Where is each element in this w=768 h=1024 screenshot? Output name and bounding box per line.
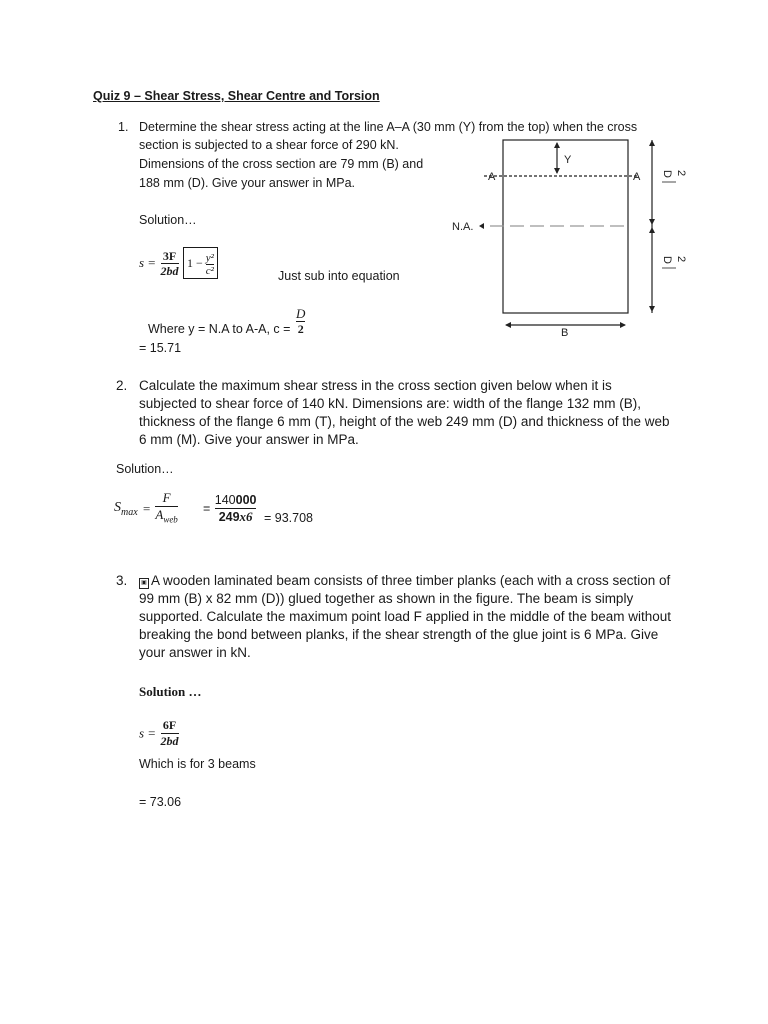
q3-formula-num: 6F (162, 718, 177, 732)
q3-text (139, 572, 673, 662)
q1-text-line-3: Dimensions of the cross section are 79 mm (B) and (139, 157, 424, 171)
q1-formula-one-minus: 1 − (187, 256, 203, 270)
arrow-b-right (620, 322, 626, 328)
q3-number: 3. (116, 573, 128, 588)
q1-where-num: D (296, 306, 306, 321)
label-b: B (561, 327, 569, 339)
q1-formula-bracket (183, 247, 218, 279)
label-na: N.A. (452, 221, 474, 233)
label-a-right: A (633, 171, 641, 183)
q2-den-val-b: x6 (239, 509, 253, 524)
q3-note: Which is for 3 beams (139, 757, 256, 771)
q2-symbolic-fraction (155, 490, 177, 528)
label-2-upper: 2 (675, 170, 687, 177)
q2-den-val (215, 508, 257, 525)
q2-num-f: F (162, 490, 171, 505)
q1-text-line-4: 188 mm (D). Give your answer in MPa. (139, 176, 356, 190)
q2-num-val-a: 140 (214, 493, 236, 507)
arrow-d2-bottom (649, 306, 655, 312)
q2-solution-label: Solution… (116, 462, 174, 476)
q1-where-fraction (296, 306, 305, 337)
q2-lhs-s: S (114, 499, 121, 515)
q1-formula (139, 247, 218, 279)
q2-den-a-letter: A (155, 507, 164, 522)
label-d-lower: D (661, 256, 673, 264)
q2-formula (114, 490, 178, 528)
q1-formula-y2: y² (205, 251, 214, 264)
q2-eq2: = (203, 501, 211, 516)
q3-answer: = 73.06 (139, 795, 182, 809)
arrow-d1-bottom (649, 219, 655, 225)
q1-text-line-2: section is subjected to a shear force of 290 kN. (139, 138, 399, 152)
cross-section-diagram (440, 130, 700, 340)
page-title: Quiz 9 – Shear Stress, Shear Centre and Torsion (93, 89, 380, 103)
q1-answer: = 15.71 (139, 341, 182, 355)
arrow-d2-top (649, 227, 655, 233)
q3-formula (139, 718, 179, 749)
label-2-lower: 2 (675, 256, 687, 263)
image-placeholder-icon: ▣ (139, 578, 149, 589)
q2-num-val (215, 492, 257, 508)
arrow-y-top (554, 142, 560, 148)
q1-solution-label: Solution… (139, 213, 197, 227)
q1-number: 1. (118, 120, 129, 134)
label-d-upper: D (661, 170, 673, 178)
q1-formula-fraction (161, 249, 179, 278)
q2-result: = 93.708 (264, 511, 314, 525)
q1-where-text: Where y = N.A to A-A, c = (148, 322, 291, 336)
q2-numeric-fraction (203, 492, 256, 525)
q1-formula-num: 3F (162, 248, 177, 263)
q1-note: Just sub into equation (278, 269, 400, 283)
arrow-y-bottom (554, 168, 560, 174)
q1-formula-den: 2bd (160, 263, 179, 278)
q3-text-body: A wooden laminated beam consists of three timber planks (each with a cross section of 99 mm (B) x 82 mm (D)) glued together as shown in the figure. The beam is simply supported. Calculate the maximum point load F applied in the middle of the beam without breaking the bond between planks, if the shear strength of the glue joint is 6 MPa. Give your answer in kN. (139, 573, 672, 660)
q2-eq: = (142, 500, 151, 516)
q2-den-a (155, 506, 177, 528)
q1-formula-lhs: s = (139, 255, 157, 270)
q3-formula-fraction (161, 718, 179, 749)
q2-den-a-sub: web (163, 514, 178, 525)
arrow-b-left (505, 322, 511, 328)
q3-formula-den: 2bd (160, 734, 179, 748)
q1-formula-c2: c² (205, 264, 214, 277)
q2-lhs-sub: max (121, 506, 138, 518)
q2-num-val-b: 000 (235, 493, 257, 507)
arrow-na (479, 223, 484, 229)
q1-text-line-1: Determine the shear stress acting at the line A–A (30 mm (Y) from the top) when the cross (139, 120, 638, 134)
q2-text: Calculate the maximum shear stress in the cross section given below when it is subjected to shear force of 140 kN. Dimensions are: width of the flange 132 mm (B), thickness of the flange 6 mm (T), height of the web 249 mm (D) and thickness of the web 6 mm (M). Give your answer in MPa. (139, 378, 670, 447)
q3-solution-label: Solution … (139, 684, 202, 699)
label-y: Y (564, 154, 572, 166)
q2-number: 2. (116, 378, 128, 393)
label-a-left: A (488, 171, 496, 183)
q1-formula-y-over-c (206, 252, 214, 277)
arrow-d1-top (649, 140, 655, 146)
q2-numeric-frac (215, 492, 257, 525)
q1-where-den: 2 (297, 322, 304, 336)
q3-formula-lhs: s = (139, 725, 157, 741)
q2-den-val-a: 249 (218, 510, 240, 524)
q2-lhs (114, 499, 138, 518)
